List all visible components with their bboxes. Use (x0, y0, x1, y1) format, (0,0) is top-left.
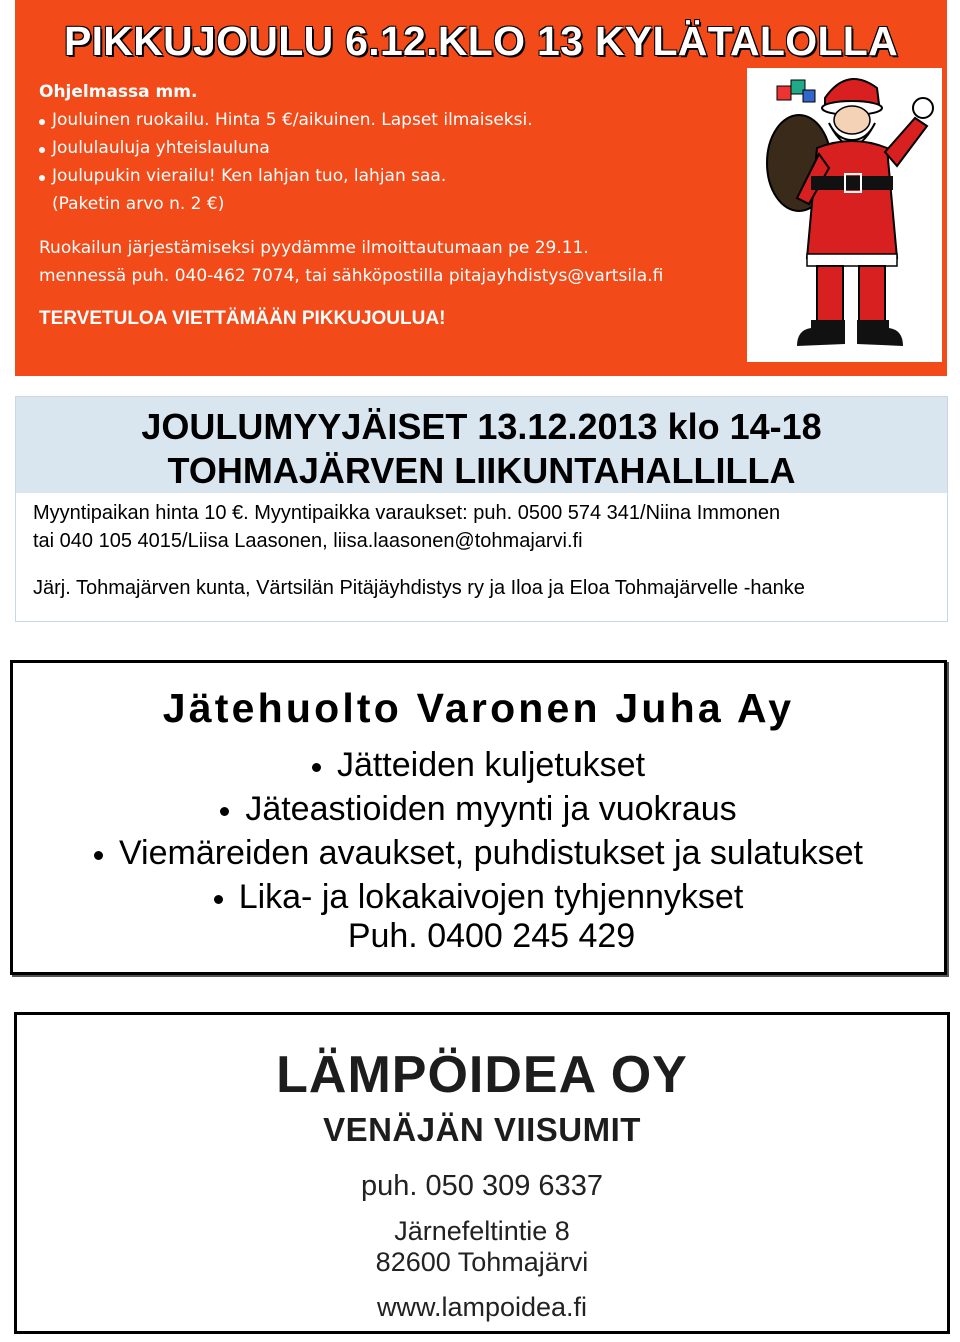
christmas-fair-ad (15, 396, 948, 622)
registration-info (39, 234, 739, 290)
bullet-icon (220, 807, 229, 816)
lampoidea-company-name: LÄMPÖIDEA OY (276, 1046, 688, 1104)
registration-line: mennessä puh. 040-462 7074, tai sähköpostilla pitajayhdistys@vartsila.fi (39, 266, 664, 286)
lampoidea-postal: 82600 Tohmajärvi (375, 1247, 589, 1277)
fair-title-line: JOULUMYYJÄISET 13.12.2013 klo 14-18 (141, 406, 822, 447)
fair-organizers: Järj. Tohmajärven kunta, Värtsilän Pitäjäyhdistys ry ja Iloa ja Eloa Tohmajärvelle -hanke (33, 577, 805, 599)
fair-info-line: tai 040 105 4015/Liisa Laasonen, liisa.laasonen@tohmajarvi.fi (33, 530, 583, 552)
bullet-icon (214, 895, 223, 904)
program-heading: Ohjelmassa mm. (39, 82, 198, 102)
service-item (13, 787, 944, 831)
waste-services-list (13, 743, 944, 919)
lampoidea-street: Järnefeltintie 8 (394, 1216, 570, 1246)
waste-management-ad (10, 660, 947, 975)
registration-line: Ruokailun järjestämiseksi pyydämme ilmoittautumaan pe 29.11. (39, 238, 589, 258)
service-label: Jäteastioiden myynti ja vuokraus (245, 790, 737, 828)
fair-info-line: Myyntipaikan hinta 10 €. Myyntipaikka varaukset: puh. 0500 574 341/Niina Immonen (33, 502, 781, 524)
christmas-party-ad (15, 0, 947, 376)
bullet-icon (94, 851, 103, 860)
program-item: Joululauluja yhteislauluna (39, 134, 739, 162)
program-item: Jouluinen ruokailu. Hinta 5 €/aikuinen. Lapset ilmaiseksi. (39, 106, 739, 134)
service-label: Jätteiden kuljetukset (336, 746, 646, 784)
santa-claus-image (747, 68, 942, 362)
lampoidea-subtitle: VENÄJÄN VIISUMIT (323, 1111, 641, 1148)
program-item-note: (Paketin arvo n. 2 €) (52, 194, 225, 214)
lampoidea-website: www.lampoidea.fi (376, 1292, 588, 1322)
program-list (39, 106, 739, 218)
lampoidea-phone: puh. 050 309 6337 (361, 1170, 603, 1202)
service-item (13, 831, 944, 875)
program-item: Joulupukin vierailu! Ken lahjan tuo, lahjan saa. (39, 162, 739, 190)
fair-title (16, 405, 947, 493)
santa-icon (747, 68, 942, 362)
christmas-party-body (39, 78, 739, 333)
fair-title-line: TOHMAJÄRVEN LIIKUNTAHALLILLA (167, 450, 796, 491)
fair-info (33, 499, 933, 555)
fair-header (16, 397, 947, 493)
service-label: Viemäreiden avaukset, puhdistukset ja sulatukset (118, 834, 864, 872)
waste-phone: Puh. 0400 245 429 (347, 917, 636, 955)
welcome-text: TERVETULOA VIETTÄMÄÄN PIKKUJOULUA! (39, 308, 446, 329)
bullet-icon (312, 763, 321, 772)
lampoidea-ad (14, 1012, 950, 1334)
service-item (13, 875, 944, 919)
waste-company-name: Jätehuolto Varonen Juha Ay (162, 685, 795, 731)
christmas-party-title: PIKKUJOULU 6.12.KLO 13 KYLÄTALOLLA (63, 18, 899, 64)
service-label: Lika- ja lokakaivojen tyhjennykset (238, 878, 744, 916)
service-item (13, 743, 944, 787)
